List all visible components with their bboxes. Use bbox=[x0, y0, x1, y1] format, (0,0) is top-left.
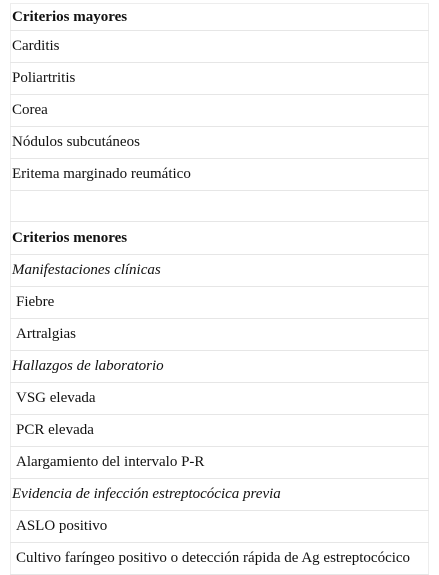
table-row bbox=[11, 31, 429, 63]
major-criterion-subcutaneous-nodules: Nódulos subcutáneos bbox=[11, 127, 429, 159]
table-row bbox=[11, 95, 429, 127]
criteria-table-container bbox=[10, 3, 429, 575]
minor-criterion-crp: PCR elevada bbox=[11, 415, 429, 447]
major-criteria-header-row bbox=[11, 4, 429, 31]
criteria-table bbox=[10, 3, 429, 575]
infection-group-row bbox=[11, 479, 429, 511]
major-criteria-title: Criterios mayores bbox=[11, 4, 429, 31]
table-row bbox=[11, 287, 429, 319]
table-row bbox=[11, 63, 429, 95]
major-criterion-polyarthritis: Poliartritis bbox=[11, 63, 429, 95]
table-row bbox=[11, 447, 429, 479]
clinical-group-title: Manifestaciones clínicas bbox=[11, 255, 429, 287]
table-row bbox=[11, 319, 429, 351]
table-row bbox=[11, 127, 429, 159]
lab-group-row bbox=[11, 351, 429, 383]
blank-row bbox=[11, 191, 429, 222]
table-row bbox=[11, 383, 429, 415]
blank-cell bbox=[11, 191, 429, 222]
minor-criterion-fever: Fiebre bbox=[11, 287, 429, 319]
infection-group-title: Evidencia de infección estreptocócica previa bbox=[11, 479, 429, 511]
minor-criterion-pr-interval: Alargamiento del intervalo P-R bbox=[11, 447, 429, 479]
minor-criterion-esr: VSG elevada bbox=[11, 383, 429, 415]
minor-criteria-title: Criterios menores bbox=[11, 222, 429, 255]
minor-criteria-header-row bbox=[11, 222, 429, 255]
table-row bbox=[11, 511, 429, 543]
table-row bbox=[11, 159, 429, 191]
infection-evidence-aslo: ASLO positivo bbox=[11, 511, 429, 543]
table-row bbox=[11, 415, 429, 447]
major-criterion-carditis: Carditis bbox=[11, 31, 429, 63]
table-row bbox=[11, 543, 429, 575]
major-criterion-erythema-marginatum: Eritema marginado reumático bbox=[11, 159, 429, 191]
clinical-group-row bbox=[11, 255, 429, 287]
infection-evidence-culture: Cultivo faríngeo positivo o detección rápida de Ag estreptocócico bbox=[11, 543, 429, 575]
lab-group-title: Hallazgos de laboratorio bbox=[11, 351, 429, 383]
minor-criterion-arthralgia: Artralgias bbox=[11, 319, 429, 351]
major-criterion-chorea: Corea bbox=[11, 95, 429, 127]
